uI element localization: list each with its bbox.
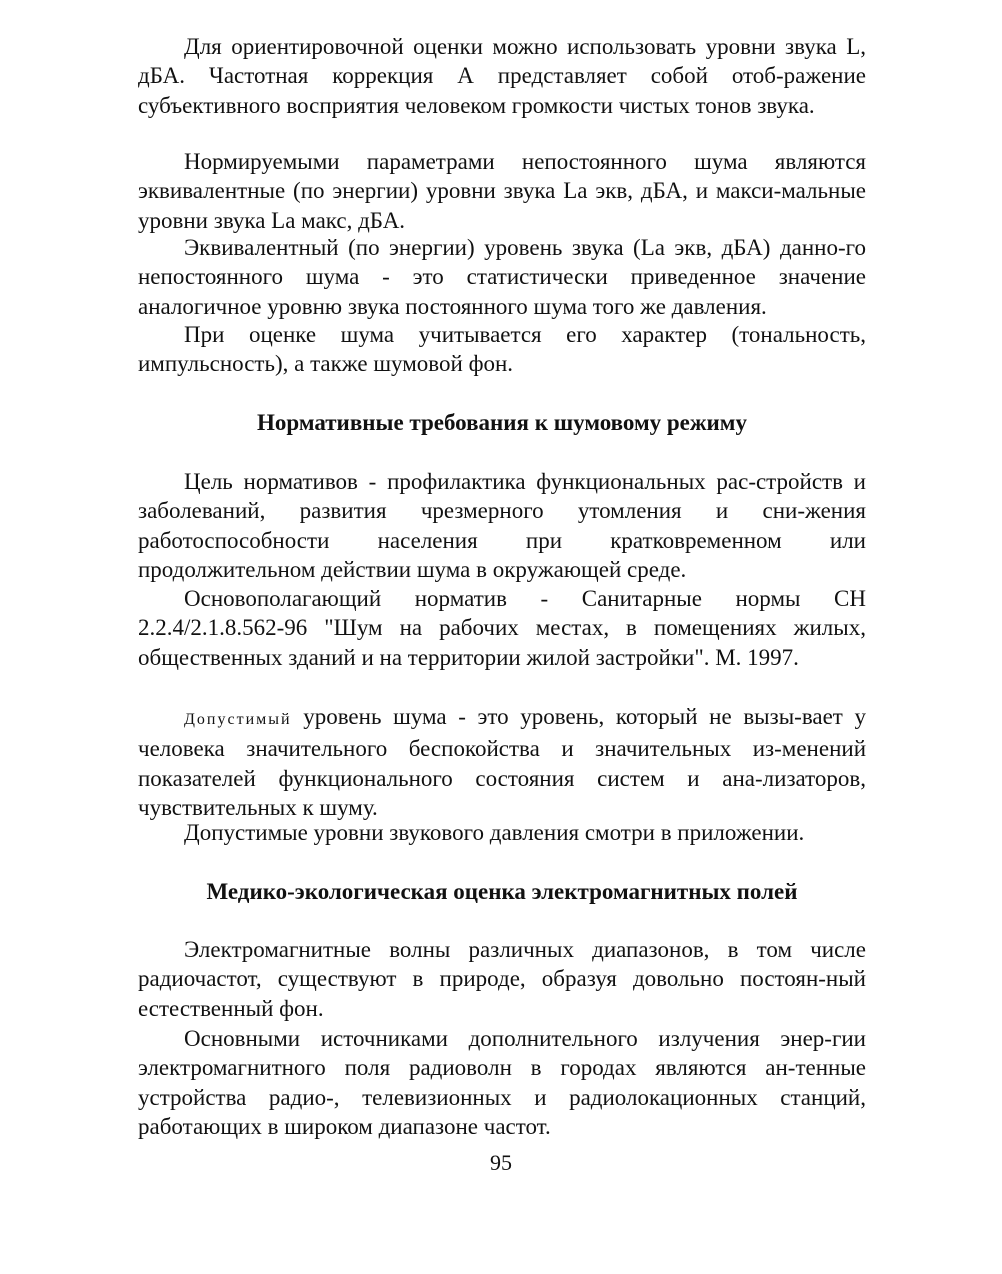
heading-emf-assessment: Медико-экологическая оценка электромагнитных полей xyxy=(206,879,798,904)
paragraph-permissible-level-text: уровень шума - это уровень, который не вызы-вает у человека значительного беспокойства и значительных из-менений показателей функционального состояния систем и ана-лизаторов, чувствительных к шуму. xyxy=(138,704,866,820)
paragraph-appendix-reference: Допустимые уровни звукового давления смотри в приложении. xyxy=(184,820,805,845)
paragraph-standards-goal: Цель нормативов - профилактика функциональных рас-стройств и заболеваний, развития чрезмерного утомления и сни-жения работоспособности населения при кратковременном или продолжительном действии шума в окружающей среде. xyxy=(138,469,866,582)
paragraph-sanitary-norms: Основополагающий норматив - Санитарные нормы СН 2.2.4/2.1.8.562-96 "Шум на рабочих местах, в помещениях жилых, общественных зданий и на территории жилой застройки". М. 1997. xyxy=(138,586,866,670)
paragraph-sound-levels: Для ориентировочной оценки можно использовать уровни звука L, дБА. Частотная коррекция А представляет собой отоб-ражение субъективного восприятия человеком громкости чистых тонов звука. xyxy=(138,34,866,118)
paragraph-natural-background: Электромагнитные волны различных диапазонов, в том числе радиочастот, существуют в природе, образуя довольно постоян-ный естественный фон. xyxy=(138,937,866,1021)
term-permissible: Допустимый xyxy=(184,711,292,728)
heading-noise-requirements: Нормативные требования к шумовому режиму xyxy=(257,410,747,435)
paragraph-permissible-level xyxy=(138,702,866,822)
page-number: 95 xyxy=(490,1150,512,1175)
paragraph-equivalent-level: Эквивалентный (по энергии) уровень звука (La экв, дБА) данно-го непостоянного шума - это статистически приведенное значение аналогичное уровню звука постоянного шума того же давления. xyxy=(138,235,866,319)
paragraph-emf-sources: Основными источниками дополнительного излучения энер-гии электромагнитного поля радиоволн в городах являются ан-тенные устройства радио-, телевизионных и радиолокационных станций, работающих в широком диапазоне частот. xyxy=(138,1026,866,1139)
paragraph-normalized-params: Нормируемыми параметрами непостоянного шума являются эквивалентные (по энергии) уровни звука La экв, дБА, и макси-мальные уровни звука La макс, дБА. xyxy=(138,149,866,233)
paragraph-noise-character: При оценке шума учитывается его характер (тональность, импульсность), а также шумовой фон. xyxy=(138,322,866,377)
